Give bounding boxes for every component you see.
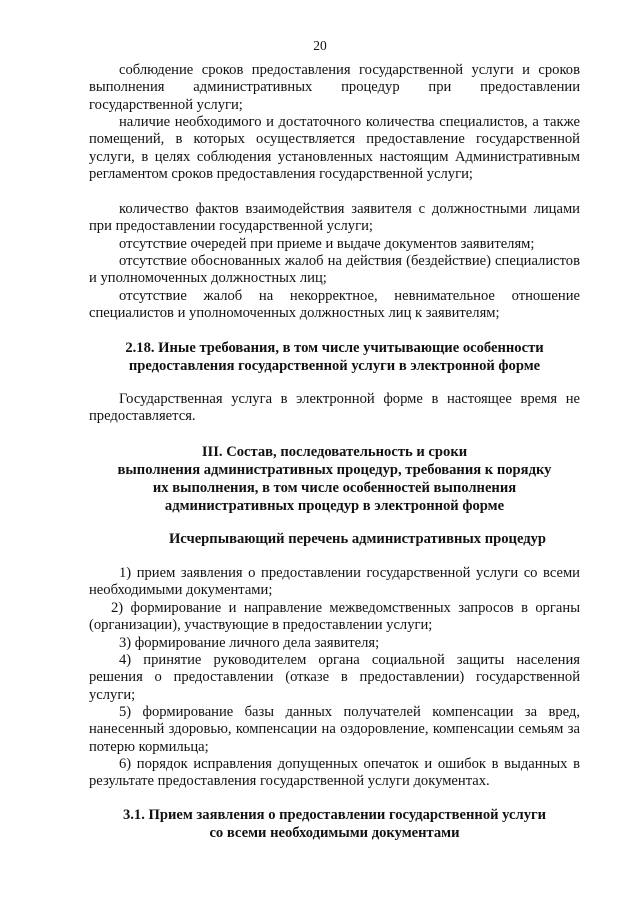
paragraph-incorrect-attitude: отсутствие жалоб на некорректное, невнимательное отношение специалистов и уполномоченных должностных лиц к заявителям;: [89, 288, 580, 322]
section-31-heading: [89, 806, 580, 842]
section-31-heading-line1: 3.1. Прием заявления о предоставлении государственной услуги: [122, 807, 547, 823]
paragraph-interactions: количество фактов взаимодействия заявителя с должностными лицами при предоставлении государственной услуги;: [89, 201, 580, 235]
section-3-heading-line3: их выполнения, в том числе особенностей выполнения: [152, 480, 517, 496]
page-number: 20: [313, 38, 327, 53]
paragraph-queues: отсутствие очередей при приеме и выдаче документов заявителям;: [119, 236, 535, 252]
section-218-heading-line1: 2.18. Иные требования, в том числе учитывающие особенности: [125, 340, 544, 356]
procedure-item-1: 1) прием заявления о предоставлении государственной услуги со всеми необходимыми документами;: [89, 565, 580, 599]
section-3-subheading: Исчерпывающий перечень административных процедур: [168, 531, 547, 547]
section-3-heading-line4: административных процедур в электронной форме: [164, 498, 505, 514]
section-3-heading-line2: выполнения административных процедур, требования к порядку: [117, 462, 552, 478]
section-31-heading-line2: со всеми необходимыми документами: [209, 825, 460, 841]
paragraph-complaints: отсутствие обоснованных жалоб на действия (бездействие) специалистов и уполномоченных должностных лиц;: [89, 253, 580, 287]
paragraph-deadlines: соблюдение сроков предоставления государственной услуги и сроков выполнения административных процедур при предоставлении государственной услуги;: [89, 62, 580, 113]
procedure-item-3: 3) формирование личного дела заявителя;: [119, 635, 380, 651]
procedure-item-6: 6) порядок исправления допущенных опечаток и ошибок в выданных в результате предоставления государственной услуги документах.: [89, 756, 580, 790]
section-3-heading-line1: III. Состав, последовательность и сроки: [201, 444, 468, 460]
paragraph-specialists: наличие необходимого и достаточного количества специалистов, а также помещений, в которых осуществляется предоставление государственной услуги, в целях соблюдения установленных настоящим Административным регламентом сроков предоставления государственной услуги;: [89, 114, 580, 183]
section-218-heading-line2: предоставления государственной услуги в электронной форме: [128, 358, 541, 374]
procedure-item-4: 4) принятие руководителем органа социальной защиты населения решения о предоставлении (отказе в предоставлении) государственной услуги;: [89, 652, 580, 703]
procedure-item-2: 2) формирование и направление межведомственных запросов в органы (организации), участвующие в предоставлении услуги;: [89, 600, 580, 634]
procedure-item-5: 5) формирование базы данных получателей компенсации за вред, нанесенный здоровью, компенсации на оздоровление, компенсации семьям за потерю кормильца;: [89, 704, 580, 755]
section-218-heading: [89, 339, 580, 375]
section-218-text: Государственная услуга в электронной форме в настоящее время не предоставляется.: [89, 391, 580, 425]
section-3-heading: [89, 443, 580, 515]
